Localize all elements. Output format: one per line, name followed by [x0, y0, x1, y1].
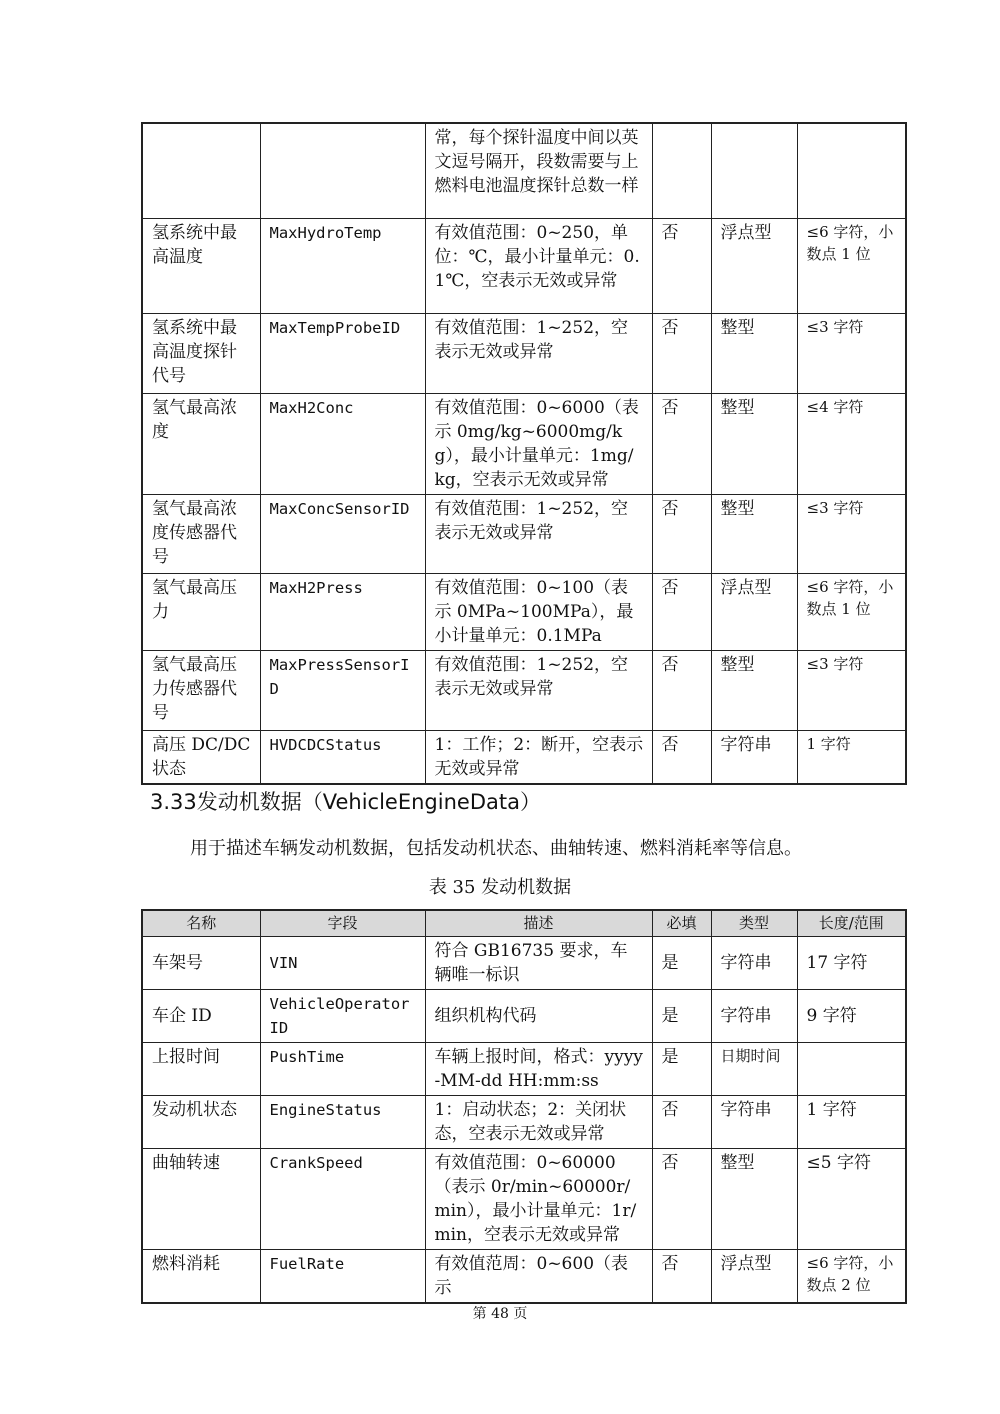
type-cell: 日期时间	[711, 1042, 797, 1095]
length-cell: ≤3 字符	[797, 313, 906, 393]
length-cell: ≤6 字符，小数点 2 位	[797, 1249, 906, 1303]
type-cell: 整型	[711, 313, 797, 393]
desc-cell: 1：启动状态；2：关闭状态，空表示无效或异常	[425, 1095, 652, 1148]
field-cell: MaxPressSensorID	[260, 650, 425, 730]
table-row	[142, 393, 906, 494]
name-cell: 上报时间	[142, 1042, 260, 1095]
length-cell: 17 字符	[797, 936, 906, 989]
table-row	[142, 123, 906, 218]
table-row	[142, 313, 906, 393]
field-cell: CrankSpeed	[260, 1148, 425, 1249]
continued-hydrogen-table	[141, 122, 907, 785]
table-row	[142, 989, 906, 1042]
type-cell: 浮点型	[711, 218, 797, 313]
table-row	[142, 1042, 906, 1095]
field-cell: EngineStatus	[260, 1095, 425, 1148]
name-cell: 曲轴转速	[142, 1148, 260, 1249]
length-cell: ≤4 字符	[797, 393, 906, 494]
required-cell: 否	[652, 1249, 711, 1303]
table-row	[142, 730, 906, 784]
required-cell: 是	[652, 936, 711, 989]
required-cell: 是	[652, 1042, 711, 1095]
length-cell: ≤6 字符，小数点 1 位	[797, 218, 906, 313]
name-cell: 高压 DC/DC 状态	[142, 730, 260, 784]
name-cell: 氢系统中最高温度	[142, 218, 260, 313]
field-cell: MaxTempProbeID	[260, 313, 425, 393]
length-cell: ≤3 字符	[797, 494, 906, 573]
header-length: 长度/范围	[797, 910, 906, 936]
name-cell: 氢气最高压力	[142, 573, 260, 650]
desc-cell: 符合 GB16735 要求，车辆唯一标识	[425, 936, 652, 989]
required-cell: 否	[652, 313, 711, 393]
field-cell: FuelRate	[260, 1249, 425, 1303]
section-paragraph: 用于描述车辆发动机数据，包括发动机状态、曲轴转速、燃料消耗率等信息。	[190, 838, 802, 859]
name-cell: 车企 ID	[142, 989, 260, 1042]
type-cell: 字符串	[711, 989, 797, 1042]
desc-cell: 有效值范围：0~6000（表示 0mg/kg~6000mg/kg），最小计量单元：1mg/kg，空表示无效或异常	[425, 393, 652, 494]
type-cell	[711, 123, 797, 218]
desc-cell: 有效值范围：1~252，空表示无效或异常	[425, 494, 652, 573]
required-cell: 否	[652, 494, 711, 573]
table-row	[142, 494, 906, 573]
desc-cell: 组织机构代码	[425, 989, 652, 1042]
type-cell: 浮点型	[711, 573, 797, 650]
required-cell: 否	[652, 218, 711, 313]
type-cell: 字符串	[711, 936, 797, 989]
desc-cell: 有效值范围：1~252，空表示无效或异常	[425, 313, 652, 393]
header-field: 字段	[260, 910, 425, 936]
table-caption: 表 35 发动机数据	[428, 877, 572, 898]
type-cell: 整型	[711, 1148, 797, 1249]
field-cell: MaxHydroTemp	[260, 218, 425, 313]
desc-cell: 有效值范围：0~60000（表示 0r/min~60000r/min），最小计量单元：1r/min，空表示无效或异常	[425, 1148, 652, 1249]
length-cell: 1 字符	[797, 1095, 906, 1148]
name-cell: 氢气最高压力传感器代号	[142, 650, 260, 730]
desc-cell: 有效值范围：0~100（表示 0MPa~100MPa），最小计量单元：0.1MPa	[425, 573, 652, 650]
table-row	[142, 573, 906, 650]
required-cell: 否	[652, 573, 711, 650]
field-cell: VIN	[260, 936, 425, 989]
header-required: 必填	[652, 910, 711, 936]
length-cell: 9 字符	[797, 989, 906, 1042]
name-cell: 氢系统中最高温度探针代号	[142, 313, 260, 393]
required-cell: 否	[652, 650, 711, 730]
type-cell: 字符串	[711, 730, 797, 784]
length-cell: ≤3 字符	[797, 650, 906, 730]
required-cell: 否	[652, 1095, 711, 1148]
table-row	[142, 1148, 906, 1249]
length-cell	[797, 1042, 906, 1095]
type-cell: 字符串	[711, 1095, 797, 1148]
header-name: 名称	[142, 910, 260, 936]
desc-cell: 有效值范围：1~252，空表示无效或异常	[425, 650, 652, 730]
header-desc: 描述	[425, 910, 652, 936]
type-cell: 整型	[711, 650, 797, 730]
desc-cell: 1：工作；2：断开，空表示无效或异常	[425, 730, 652, 784]
section-heading: 3.33发动机数据（VehicleEngineData）	[150, 790, 541, 814]
header-type: 类型	[711, 910, 797, 936]
field-cell: MaxConcSensorID	[260, 494, 425, 573]
table-header-row	[142, 910, 906, 936]
required-cell: 否	[652, 1148, 711, 1249]
table-row	[142, 936, 906, 989]
length-cell: 1 字符	[797, 730, 906, 784]
length-cell: ≤5 字符	[797, 1148, 906, 1249]
field-cell: PushTime	[260, 1042, 425, 1095]
field-cell: MaxH2Press	[260, 573, 425, 650]
type-cell: 整型	[711, 494, 797, 573]
desc-cell: 车辆上报时间，格式：yyyy-MM-dd HH:mm:ss	[425, 1042, 652, 1095]
field-cell: HVDCDCStatus	[260, 730, 425, 784]
required-cell: 否	[652, 730, 711, 784]
length-cell: ≤6 字符，小数点 1 位	[797, 573, 906, 650]
type-cell: 整型	[711, 393, 797, 494]
name-cell: 氢气最高浓度传感器代号	[142, 494, 260, 573]
name-cell	[142, 123, 260, 218]
name-cell: 燃料消耗	[142, 1249, 260, 1303]
type-cell: 浮点型	[711, 1249, 797, 1303]
name-cell: 发动机状态	[142, 1095, 260, 1148]
table-row	[142, 1249, 906, 1303]
table-row	[142, 650, 906, 730]
field-cell	[260, 123, 425, 218]
length-cell	[797, 123, 906, 218]
table-row	[142, 218, 906, 313]
desc-cell: 有效值范周：0~600（表示	[425, 1249, 652, 1303]
required-cell: 否	[652, 393, 711, 494]
field-cell: VehicleOperatorID	[260, 989, 425, 1042]
name-cell: 车架号	[142, 936, 260, 989]
desc-cell: 常，每个探针温度中间以英文逗号隔开，段数需要与上燃料电池温度探针总数一样	[425, 123, 652, 218]
engine-data-table	[141, 909, 907, 1304]
required-cell	[652, 123, 711, 218]
table-row	[142, 1095, 906, 1148]
required-cell: 是	[652, 989, 711, 1042]
page-number: 第 48 页	[472, 1306, 528, 1322]
name-cell: 氢气最高浓度	[142, 393, 260, 494]
desc-cell: 有效值范围：0~250，单位：℃，最小计量单元：0.1℃，空表示无效或异常	[425, 218, 652, 313]
field-cell: MaxH2Conc	[260, 393, 425, 494]
